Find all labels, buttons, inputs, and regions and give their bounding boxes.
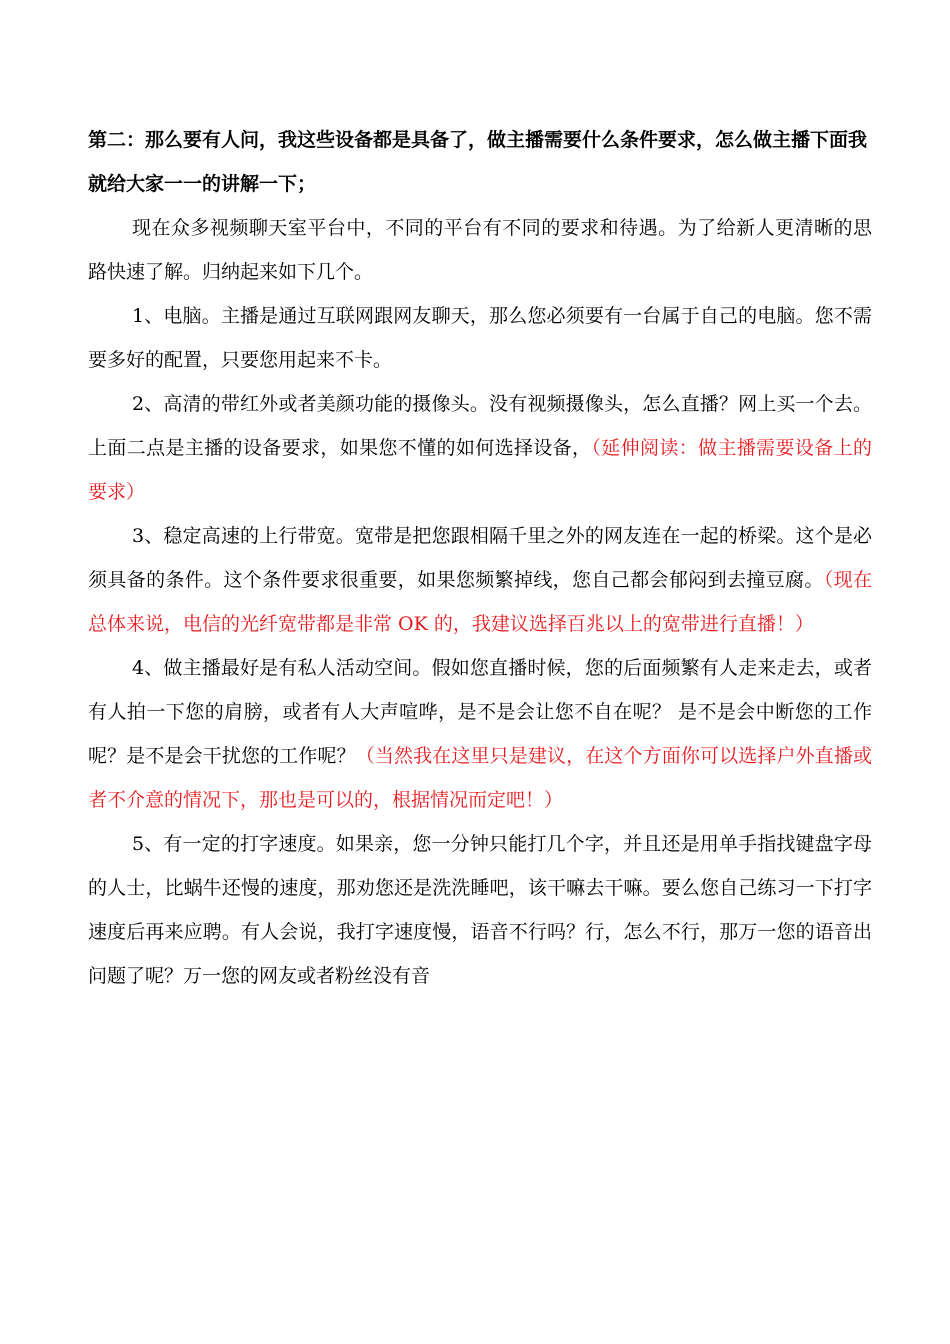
paragraph-text: 3、稳定高速的上行带宽。宽带是把您跟相隔千里之外的网友连在一起的桥梁。这个是必须具备的条件。这个条件要求很重要，如果您频繁掉线，您自己都会郁闷到去撞豆腐。 <box>88 525 872 591</box>
paragraph-text: 1、电脑。主播是通过互联网跟网友聊天，那么您必须要有一台属于自己的电脑。您不需要多好的配置，只要您用起来不卡。 <box>88 305 872 371</box>
paragraph-text: 现在众多视频聊天室平台中，不同的平台有不同的要求和待遇。为了给新人更清晰的思路快速了解。归纳起来如下几个。 <box>88 217 872 283</box>
paragraph-item-1 <box>88 294 872 382</box>
paragraph-item-2 <box>88 382 872 514</box>
section-heading: 第二：那么要有人问，我这些设备都是具备了，做主播需要什么条件要求，怎么做主播下面我就给大家一一的讲解一下； <box>88 129 868 195</box>
red-note: （现在总体来说，电信的光纤宽带都是非常 OK 的，我建议选择百兆以上的宽带进行直播！） <box>88 569 872 635</box>
red-note: （当然我在这里只是建议，在这个方面你可以选择户外直播或者不介意的情况下，那也是可以的，根据情况而定吧！） <box>88 745 872 811</box>
paragraph-item-3 <box>88 514 872 646</box>
paragraph-text: 5、有一定的打字速度。如果亲，您一分钟只能打几个字，并且还是用单手指找键盘字母的人士，比蜗牛还慢的速度，那劝您还是洗洗睡吧，该干嘛去干嘛。要么您自己练习一下打字速度后再来应聘。有人会说，我打字速度慢，语音不行吗？行，怎么不行，那万一您的语音出问题了呢？万一您的网友或者粉丝没有音 <box>88 833 872 987</box>
paragraph-item-4 <box>88 646 872 822</box>
paragraph-item-5 <box>88 822 872 998</box>
paragraph-text: 2、高清的带红外或者美颜功能的摄像头。没有视频摄像头，怎么直播？网上买一个去。上面二点是主播的设备要求，如果您不懂的如何选择设备， <box>88 393 872 459</box>
paragraph-text: 4、做主播最好是有私人活动空间。假如您直播时候，您的后面频繁有人走来走去，或者有人拍一下您的肩膀，或者有人大声喧哗，是不是会让您不自在呢？ 是不是会中断您的工作呢？是不是会干扰您的工作呢？ <box>88 657 872 767</box>
document-page <box>88 118 872 998</box>
paragraph-intro <box>88 206 872 294</box>
red-note: （延伸阅读：做主播需要设备上的要求） <box>88 437 872 503</box>
